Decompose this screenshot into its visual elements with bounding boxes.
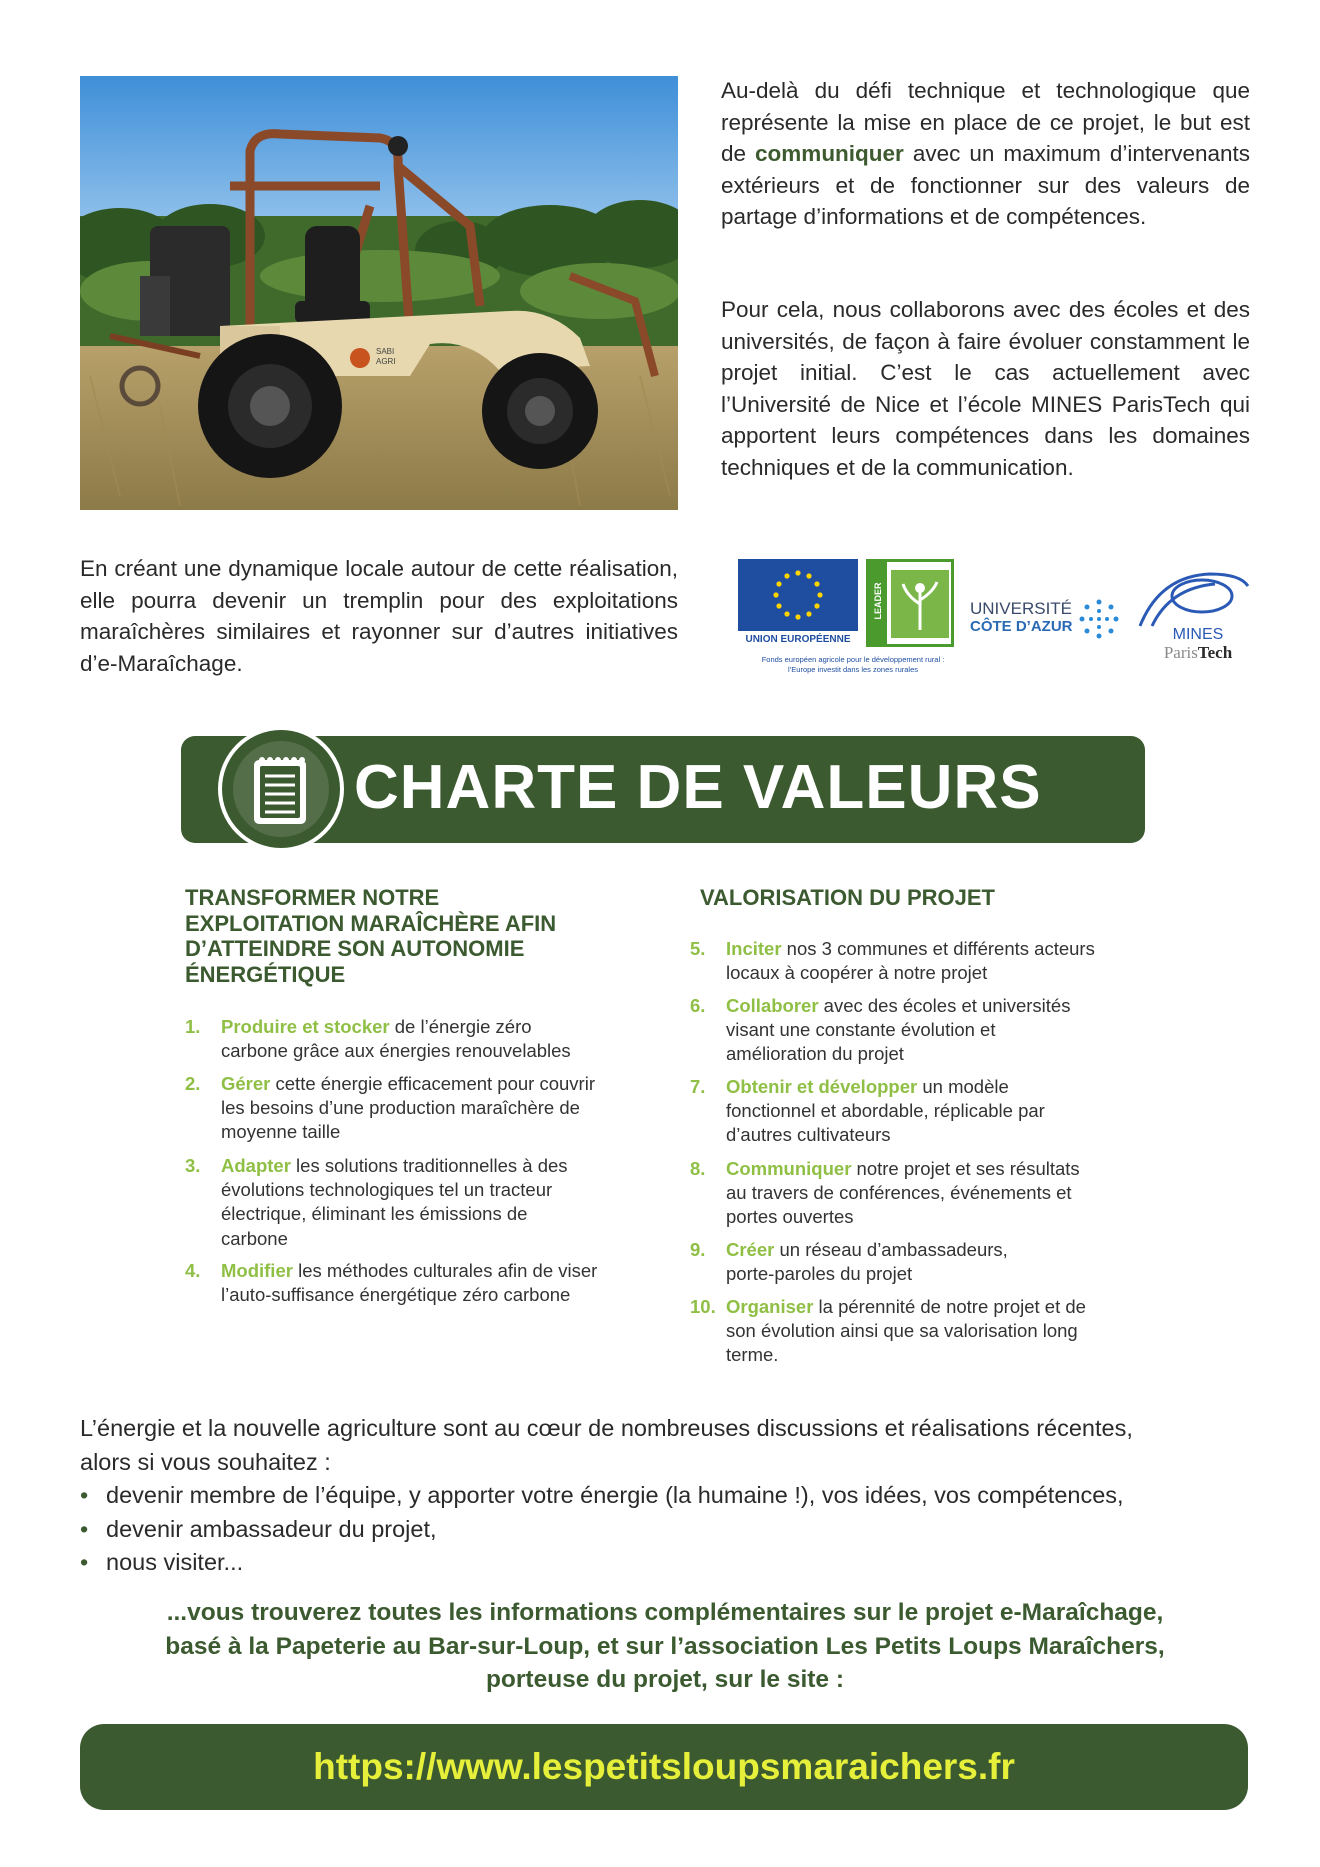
- value-item-2: 2. Gérer cette énergie efficacement pour couvrir les besoins d’une production maraîchère de moyenne taille: [185, 1073, 595, 1143]
- tractor-badge: SABI: [376, 347, 395, 356]
- value-item-1: 1. Produire et stocker de l’énergie zéro carbone grâce aux énergies renouvelables: [185, 1016, 571, 1062]
- website-link[interactable]: https://www.lespetitsloupsmaraichers.fr: [313, 1746, 1015, 1787]
- mines-swirl-icon: [1130, 566, 1250, 628]
- leader-logo: [866, 559, 954, 647]
- value-item-9: 9. Créer un réseau d’ambassadeurs, porte-paroles du projet: [690, 1239, 1008, 1285]
- eu-stars-icon: [738, 559, 858, 631]
- notepad-icon: [222, 730, 340, 848]
- eu-caption: Fonds européen agricole pour le développement rural : l’Europe investit dans les zones rurales: [761, 655, 945, 674]
- value-item-8: 8. Communiquer notre projet et ses résultats au travers de conférences, événements et portes ouvertes: [690, 1158, 1080, 1228]
- tractor-photo: [80, 76, 678, 510]
- value-item-3: 3. Adapter les solutions traditionnelles à des évolutions technologiques tel un tracteur électrique, éliminant les émissions de carbone: [185, 1155, 568, 1249]
- intro-paragraph-2: Pour cela, nous collaborons avec des écoles et des universités, de façon à faire évoluer constamment le projet initial. C’est le cas actuellement avec l’Université de Nice et l’école MINES ParisTech qui apportent leurs compétences dans les domaines techniques et de la communication.: [721, 297, 1250, 480]
- call-to-action: ...vous trouverez toutes les informations complémentaires sur le projet e-Maraîchage, basé à la Papeterie au Bar-sur-Loup, et sur l’association Les Petits Loups Maraîchers, porteuse du projet, sur le site :: [165, 1599, 1165, 1693]
- eu-label: UNION EUROPÉENNE: [738, 631, 858, 649]
- communiquer-highlight: communiquer: [755, 141, 904, 166]
- bullet-item: • devenir ambassadeur du projet,: [80, 1515, 437, 1542]
- intro-paragraph-3: En créant une dynamique locale autour de cette réalisation, elle pourra devenir un tremplin pour des exploitations maraîchères similaires et rayonner sur d’autres initiatives d’e-Maraîchage.: [80, 556, 678, 676]
- intro-paragraph-1: Au-delà du défi technique et technologique que représente la mise en place de ce projet, le but est de communiquer avec un maximum d’intervenants extérieurs et de fonctionner sur des valeurs de partage d’informations et de compétences.: [721, 78, 1251, 229]
- right-section-title: VALORISATION DU PROJET: [700, 885, 995, 910]
- uca-dots-icon: [1078, 598, 1120, 640]
- mines-logo: MINES ParisTech: [1163, 626, 1233, 662]
- invitation-text: L’énergie et la nouvelle agriculture sont au cœur de nombreuses discussions et réalisations récentes, alors si vous souhaitez : • devenir membre de l’équipe, y apporter votre énergie (la humaine !), vos idées, vos compétences, • devenir ambassadeur du projet, • nous visiter...: [80, 1412, 1250, 1580]
- value-item-7: 7. Obtenir et développer un modèle fonctionnel et abordable, réplicable par d’autres cultivateurs: [690, 1076, 1045, 1146]
- leader-label: LEADER: [873, 582, 883, 620]
- charte-title: CHARTE DE VALEURS: [354, 753, 1042, 822]
- value-item-5: 5. Inciter nos 3 communes et différents acteurs locaux à coopérer à notre projet: [690, 938, 1095, 984]
- eu-flag-logo: [738, 559, 858, 649]
- leader-plant-icon: [891, 570, 949, 638]
- value-item-10: 10. Organiser la pérennité de notre projet et de son évolution ainsi que sa valorisation long terme.: [690, 1296, 1086, 1366]
- left-section-title: TRANSFORMER NOTRE EXPLOITATION MARAÎCHÈRE AFIN D’ATTEINDRE SON AUTONOMIE ÉNERGÉTIQUE: [185, 885, 557, 987]
- value-item-4: 4. Modifier les méthodes culturales afin de viser l’auto-suffisance énergétique zéro carbone: [185, 1260, 598, 1306]
- uca-logo: UNIVERSITÉ CÔTE D’AZUR: [970, 599, 1073, 635]
- bullet-item: • devenir membre de l’équipe, y apporter votre énergie (la humaine !), vos idées, vos compétences,: [80, 1482, 1124, 1508]
- banner-icon-circle: [218, 726, 344, 852]
- value-item-6: 6. Collaborer avec des écoles et universités visant une constante évolution et amélioration du projet: [690, 995, 1071, 1065]
- tractor-badge-2: AGRI: [376, 357, 396, 366]
- bullet-item: • nous visiter...: [80, 1549, 244, 1575]
- tractor-illustration: [80, 76, 678, 510]
